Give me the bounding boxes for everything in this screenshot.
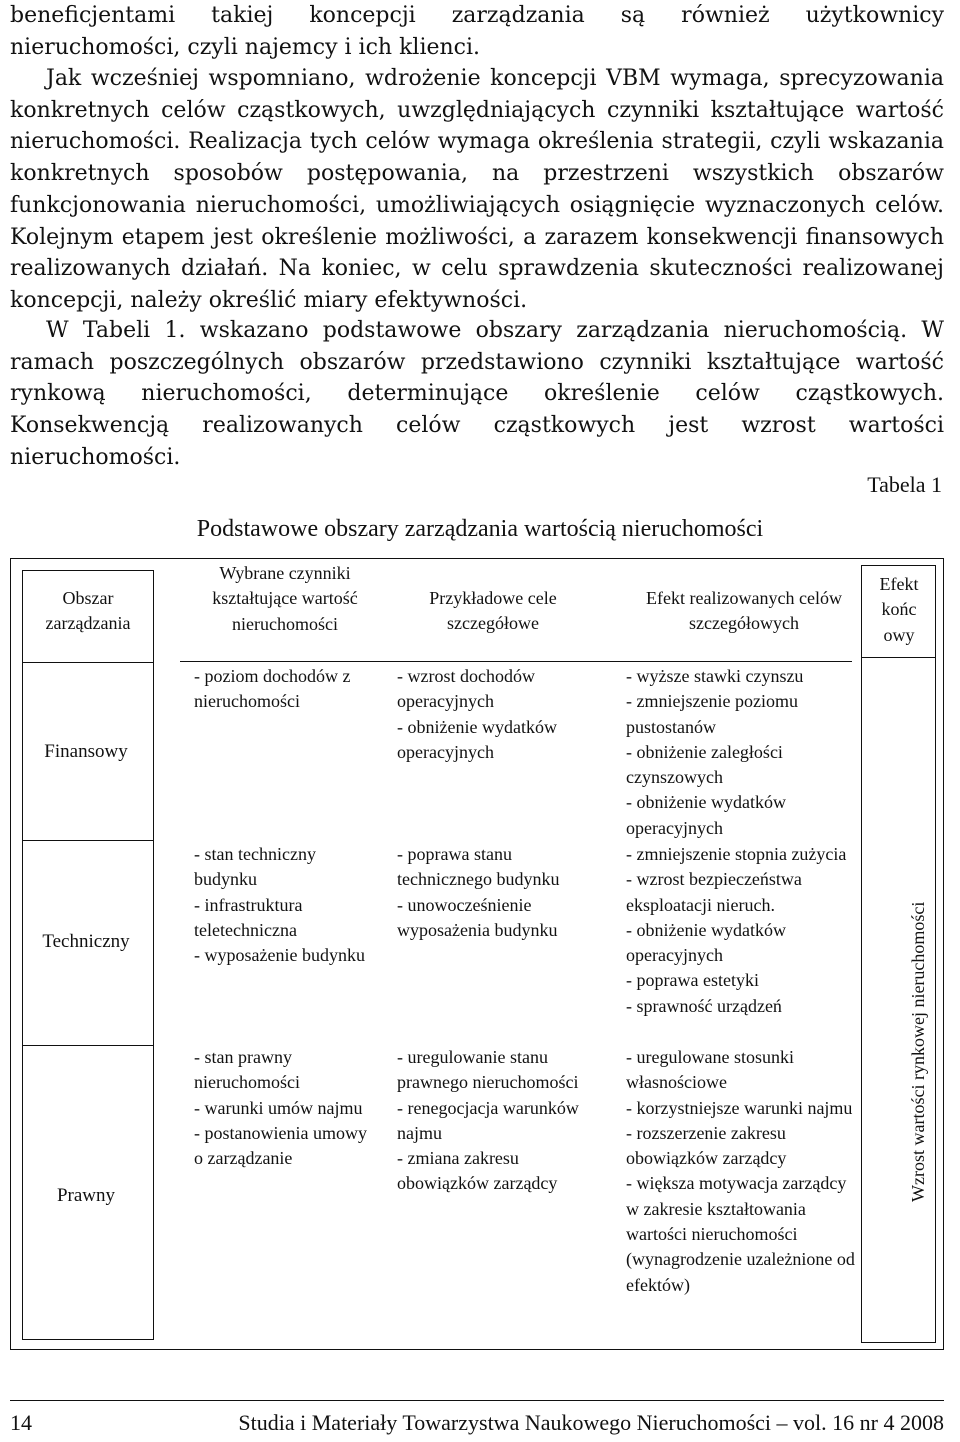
area-techniczny: Techniczny [42,931,130,952]
footer-rule [10,1400,944,1401]
header-final: Efekt końc owy [879,574,919,645]
final-effect-text: Wzrost wartości rynkowej nieruchomości [908,901,928,1202]
row3-goals: - uregulowanie stanu prawnego nieruchomości - renegocjacja warunków najmu - zmiana zakresu obowiązków zarządcy [397,1047,579,1194]
row3-factors: - stan prawny nieruchomości - warunki umów najmu - postanowienia umowy o zarządzanie [194,1047,367,1169]
row1-goals: - wzrost dochodów operacyjnych - obniżenie wydatków operacyjnych [397,666,557,762]
row2-factors: - stan techniczny budynku - infrastruktura teletechniczna - wyposażenie budynku [194,844,365,966]
paragraph-1: beneficjentami takiej koncepcji zarządzania są również użytkownicy nieruchomości, czyli najemcy i ich klienci. [10,3,944,60]
row3-effects: - uregulowane stosunki własnościowe - korzystniejsze warunki najmu - rozszerzenie zakresu obowiązków zarządcy - większa motywacja zarządcy w zakresie kształtowania wartości nieruchomości (wynagrodzenie uzależnione od efektów) [626,1047,855,1295]
header-factors: Wybrane czynniki kształtujące wartość nieruchomości [212,563,358,634]
row2-goals: - poprawa stanu technicznego budynku - unowocześnienie wyposażenia budynku [397,844,560,940]
area-prawny: Prawny [56,1185,116,1206]
table-label: Tabela 1 [867,472,942,497]
header-goals: Przykładowe cele szczegółowe [429,588,557,634]
header-effects: Efekt realizowanych celów szczegółowych [646,588,842,634]
paragraph-3: W Tabeli 1. wskazano podstawowe obszary zarządzania nieruchomością. W ramach poszczególnych obszarów przedstawiono czynniki kształtujące wartość rynkową nieruchomości, determinujące określenie celów cząstkowych. Konsekwencją realizowanych celów cząstkowych jest wzrost wartości nieruchomości. [10,318,944,470]
page-number: 14 [10,1410,32,1435]
header-area: Obszar zarządzania [45,588,131,634]
table-title: Podstawowe obszary zarządzania wartością nieruchomości [196,516,764,542]
paragraph-2: Jak wcześniej wspomniano, wdrożenie koncepcji VBM wymaga, sprecyzowania konkretnych celów cząstkowych, uwzględniających czynniki kształtujące wartość nieruchomości. Realizacja tych celów wymaga określenia strategii, czyli wskazania konkretnych sposobów postępowania, na przestrzeni wszystkich obszarów funkcjonowania nieruchomości, umożliwiających osiągnięcie wyznaczonych celów. Kolejnym etapem jest określenie możliwości, a zarazem konsekwencji finansowych realizowanych działań. Na koniec, w celu sprawdzenia skuteczności realizowanej koncepcji, należy określić miary efektywności. [10,66,944,313]
row1-effects: - wyższe stawki czynszu - zmniejszenie poziomu pustostanów - obniżenie zaległości czynszowych - obniżenie wydatków operacyjnych [626,666,804,838]
row2-effects: - zmniejszenie stopnia zużycia - wzrost bezpieczeństwa eksploatacji nieruch. - obniżenie wydatków operacyjnych - poprawa estetyki - sprawność urządzeń [626,844,847,1016]
row1-factors: - poziom dochodów z nieruchomości [194,666,351,712]
footer-journal: Studia i Materiały Towarzystwa Naukowego Nieruchomości – vol. 16 nr 4 2008 [238,1410,944,1435]
area-finansowy: Finansowy [44,741,128,762]
